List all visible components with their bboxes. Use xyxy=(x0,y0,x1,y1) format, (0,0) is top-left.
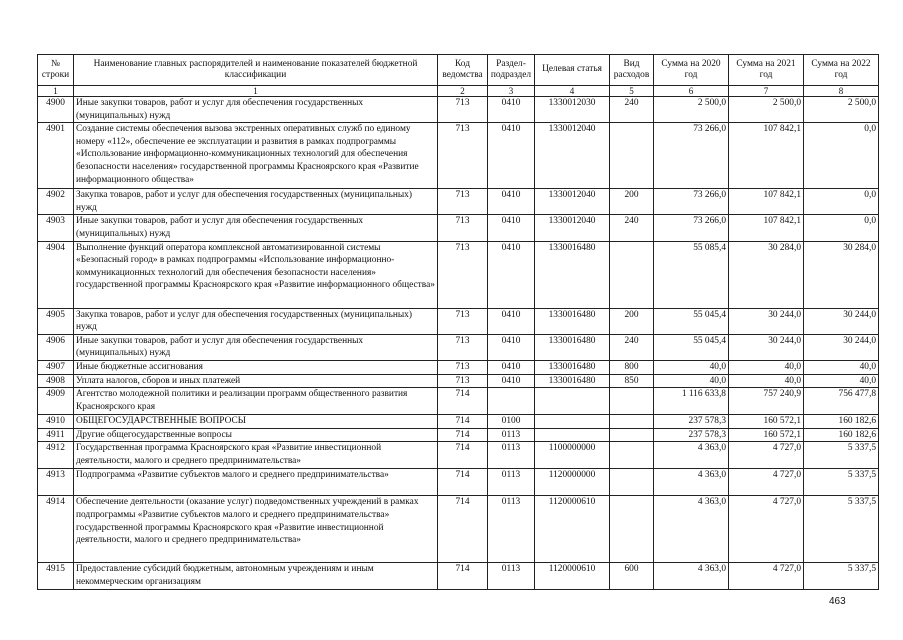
header-target-article: Целевая статья xyxy=(535,55,610,86)
table-row xyxy=(38,428,879,442)
header-sum-2022: Сумма на 2022 год xyxy=(804,55,879,86)
table-row xyxy=(38,360,879,374)
target-article-code: 1120000610 xyxy=(535,496,610,563)
column-number-row xyxy=(38,86,879,97)
department-code: 713 xyxy=(438,189,488,215)
section-code: 0113 xyxy=(488,442,535,469)
expense-type-code xyxy=(610,123,654,189)
table-row xyxy=(38,241,879,308)
section-code: 0113 xyxy=(488,563,535,589)
row-number: 4901 xyxy=(38,123,74,189)
column-number: 8 xyxy=(804,86,879,97)
sum-2021: 107 842,1 xyxy=(729,123,804,189)
row-name: Закупка товаров, работ и услуг для обеспечения государственных (муниципальных) нужд xyxy=(74,189,438,215)
sum-2022: 0,0 xyxy=(804,123,879,189)
page-number: 463 xyxy=(829,596,846,607)
target-article-code: 1330012040 xyxy=(535,215,610,241)
header-row xyxy=(38,55,879,86)
sum-2020: 73 266,0 xyxy=(654,189,729,215)
expense-type-code: 200 xyxy=(610,308,654,334)
sum-2022: 30 244,0 xyxy=(804,334,879,360)
section-code: 0410 xyxy=(488,374,535,388)
sum-2020: 73 266,0 xyxy=(654,215,729,241)
target-article-code: 1330016480 xyxy=(535,334,610,360)
sum-2020: 237 578,3 xyxy=(654,415,729,429)
sum-2021: 757 240,9 xyxy=(729,388,804,415)
sum-2021: 160 572,1 xyxy=(729,415,804,429)
column-number: 5 xyxy=(610,86,654,97)
budget-table-sheet xyxy=(37,54,879,590)
sum-2020: 55 045,4 xyxy=(654,334,729,360)
row-number: 4908 xyxy=(38,374,74,388)
sum-2021: 30 244,0 xyxy=(729,308,804,334)
sum-2021: 107 842,1 xyxy=(729,215,804,241)
row-number: 4909 xyxy=(38,388,74,415)
target-article-code: 1330012030 xyxy=(535,97,610,123)
header-department-code: Код ведомства xyxy=(438,55,488,86)
expense-type-code: 240 xyxy=(610,334,654,360)
row-name: ОБЩЕГОСУДАРСТВЕННЫЕ ВОПРОСЫ xyxy=(74,415,438,429)
target-article-code xyxy=(535,388,610,415)
section-code: 0113 xyxy=(488,469,535,496)
expense-type-code: 850 xyxy=(610,374,654,388)
expense-type-code: 600 xyxy=(610,563,654,589)
header-row-number: № строки xyxy=(38,55,74,86)
sum-2022: 160 182,6 xyxy=(804,415,879,429)
row-name: Подпрограмма «Развитие субъектов малого и среднего предпринимательства» xyxy=(74,469,438,496)
sum-2022: 5 337,5 xyxy=(804,563,879,589)
department-code: 713 xyxy=(438,308,488,334)
section-code: 0410 xyxy=(488,334,535,360)
department-code: 713 xyxy=(438,374,488,388)
sum-2021: 30 244,0 xyxy=(729,334,804,360)
department-code: 713 xyxy=(438,334,488,360)
column-number: 4 xyxy=(535,86,610,97)
table-row xyxy=(38,563,879,589)
row-name: Иные бюджетные ассигнования xyxy=(74,360,438,374)
target-article-code: 1330016480 xyxy=(535,241,610,308)
table-row xyxy=(38,215,879,241)
table-row xyxy=(38,189,879,215)
sum-2020: 4 363,0 xyxy=(654,469,729,496)
header-section: Раздел-подраздел xyxy=(488,55,535,86)
column-number: 1 xyxy=(38,86,74,97)
row-number: 4914 xyxy=(38,496,74,563)
sum-2022: 30 244,0 xyxy=(804,308,879,334)
department-code: 714 xyxy=(438,388,488,415)
department-code: 713 xyxy=(438,360,488,374)
department-code: 714 xyxy=(438,442,488,469)
sum-2021: 4 727,0 xyxy=(729,469,804,496)
sum-2020: 73 266,0 xyxy=(654,123,729,189)
sum-2022: 2 500,0 xyxy=(804,97,879,123)
expense-type-code: 200 xyxy=(610,189,654,215)
section-code: 0100 xyxy=(488,415,535,429)
row-number: 4910 xyxy=(38,415,74,429)
section-code: 0410 xyxy=(488,189,535,215)
department-code: 714 xyxy=(438,563,488,589)
target-article-code: 1100000000 xyxy=(535,442,610,469)
sum-2021: 107 842,1 xyxy=(729,189,804,215)
row-name: Другие общегосударственные вопросы xyxy=(74,428,438,442)
sum-2020: 1 116 633,8 xyxy=(654,388,729,415)
expense-type-code: 240 xyxy=(610,97,654,123)
row-name: Обеспечение деятельности (оказание услуг) подведомственных учреждений в рамках подпрограммы «Развитие субъектов малого и среднего предпринимательства» государственной программы Красноярского края «Развитие инвестиционной деятельности, малого и среднего предпринимательства» xyxy=(74,496,438,563)
row-number: 4913 xyxy=(38,469,74,496)
target-article-code: 1330012040 xyxy=(535,189,610,215)
sum-2021: 30 284,0 xyxy=(729,241,804,308)
sum-2020: 4 363,0 xyxy=(654,442,729,469)
section-code: 0113 xyxy=(488,428,535,442)
sum-2020: 55 085,4 xyxy=(654,241,729,308)
target-article-code: 1120000610 xyxy=(535,563,610,589)
expense-type-code: 800 xyxy=(610,360,654,374)
sum-2022: 5 337,5 xyxy=(804,469,879,496)
row-number: 4903 xyxy=(38,215,74,241)
row-name: Выполнение функций оператора комплексной автоматизированной системы «Безопасный город» в рамках подпрограммы «Использование информационно-коммуникационных технологий для обеспечения безопасности населения» государственной программы Красноярского края «Развитие информационного общества» xyxy=(74,241,438,308)
column-number: 2 xyxy=(438,86,488,97)
column-number: 7 xyxy=(729,86,804,97)
section-code: 0410 xyxy=(488,123,535,189)
section-code: 0113 xyxy=(488,496,535,563)
section-code: 0410 xyxy=(488,360,535,374)
target-article-code: 1330012040 xyxy=(535,123,610,189)
row-name: Предоставление субсидий бюджетным, автономным учреждениям и иным некоммерческим организациям xyxy=(74,563,438,589)
sum-2020: 4 363,0 xyxy=(654,496,729,563)
sum-2020: 237 578,3 xyxy=(654,428,729,442)
department-code: 713 xyxy=(438,241,488,308)
row-name: Создание системы обеспечения вызова экстренных оперативных служб по единому номеру «112», обеспечение ее эксплуатации и развития в рамках подпрограммы «Использование информационно-коммуникационных технологий для обеспечения безопасности населения» государственной программы Красноярского края «Развитие информационного общества» xyxy=(74,123,438,189)
row-name: Государственная программа Красноярского края «Развитие инвестиционной деятельности, малого и среднего предпринимательства» xyxy=(74,442,438,469)
target-article-code: 1120000000 xyxy=(535,469,610,496)
sum-2022: 5 337,5 xyxy=(804,442,879,469)
column-number: 1 xyxy=(74,86,438,97)
row-name: Иные закупки товаров, работ и услуг для обеспечения государственных (муниципальных) нужд xyxy=(74,334,438,360)
expense-type-code xyxy=(610,415,654,429)
department-code: 713 xyxy=(438,123,488,189)
sum-2022: 0,0 xyxy=(804,189,879,215)
section-code: 0410 xyxy=(488,97,535,123)
section-code: 0410 xyxy=(488,215,535,241)
row-number: 4912 xyxy=(38,442,74,469)
expense-type-code xyxy=(610,469,654,496)
expense-type-code xyxy=(610,241,654,308)
sum-2022: 40,0 xyxy=(804,360,879,374)
header-sum-2020: Сумма на 2020 год xyxy=(654,55,729,86)
table-row xyxy=(38,415,879,429)
sum-2022: 5 337,5 xyxy=(804,496,879,563)
expense-type-code xyxy=(610,496,654,563)
row-number: 4904 xyxy=(38,241,74,308)
expense-type-code: 240 xyxy=(610,215,654,241)
table-row xyxy=(38,308,879,334)
row-number: 4915 xyxy=(38,563,74,589)
sum-2020: 55 045,4 xyxy=(654,308,729,334)
sum-2022: 0,0 xyxy=(804,215,879,241)
sum-2020: 2 500,0 xyxy=(654,97,729,123)
section-code xyxy=(488,388,535,415)
header-name: Наименование главных распорядителей и наименование показателей бюджетной классификации xyxy=(74,55,438,86)
sum-2022: 30 284,0 xyxy=(804,241,879,308)
table-row xyxy=(38,123,879,189)
table-row xyxy=(38,496,879,563)
sum-2020: 40,0 xyxy=(654,374,729,388)
table-row xyxy=(38,442,879,469)
header-sum-2021: Сумма на 2021 год xyxy=(729,55,804,86)
row-number: 4911 xyxy=(38,428,74,442)
department-code: 713 xyxy=(438,97,488,123)
department-code: 714 xyxy=(438,415,488,429)
row-number: 4900 xyxy=(38,97,74,123)
row-number: 4905 xyxy=(38,308,74,334)
department-code: 714 xyxy=(438,428,488,442)
table-row xyxy=(38,334,879,360)
budget-table xyxy=(37,54,879,590)
target-article-code: 1330016480 xyxy=(535,374,610,388)
table-row xyxy=(38,374,879,388)
row-name: Уплата налогов, сборов и иных платежей xyxy=(74,374,438,388)
row-number: 4902 xyxy=(38,189,74,215)
sum-2020: 4 363,0 xyxy=(654,563,729,589)
table-row xyxy=(38,388,879,415)
row-number: 4906 xyxy=(38,334,74,360)
header-expense-type: Вид расходов xyxy=(610,55,654,86)
sum-2021: 2 500,0 xyxy=(729,97,804,123)
sum-2021: 4 727,0 xyxy=(729,496,804,563)
sum-2020: 40,0 xyxy=(654,360,729,374)
sum-2022: 160 182,6 xyxy=(804,428,879,442)
table-row xyxy=(38,469,879,496)
expense-type-code xyxy=(610,388,654,415)
department-code: 714 xyxy=(438,469,488,496)
section-code: 0410 xyxy=(488,308,535,334)
department-code: 714 xyxy=(438,496,488,563)
row-name: Агентство молодежной политики и реализации программ общественного развития Красноярского края xyxy=(74,388,438,415)
target-article-code: 1330016480 xyxy=(535,308,610,334)
sum-2021: 40,0 xyxy=(729,360,804,374)
expense-type-code xyxy=(610,442,654,469)
sum-2021: 4 727,0 xyxy=(729,442,804,469)
sum-2022: 40,0 xyxy=(804,374,879,388)
row-name: Закупка товаров, работ и услуг для обеспечения государственных (муниципальных) нужд xyxy=(74,308,438,334)
sum-2021: 40,0 xyxy=(729,374,804,388)
table-body xyxy=(38,97,879,590)
section-code: 0410 xyxy=(488,241,535,308)
column-number: 3 xyxy=(488,86,535,97)
column-number: 6 xyxy=(654,86,729,97)
sum-2021: 4 727,0 xyxy=(729,563,804,589)
row-name: Иные закупки товаров, работ и услуг для обеспечения государственных (муниципальных) нужд xyxy=(74,215,438,241)
row-name: Иные закупки товаров, работ и услуг для обеспечения государственных (муниципальных) нужд xyxy=(74,97,438,123)
table-row xyxy=(38,97,879,123)
target-article-code: 1330016480 xyxy=(535,360,610,374)
target-article-code xyxy=(535,428,610,442)
sum-2021: 160 572,1 xyxy=(729,428,804,442)
sum-2022: 756 477,8 xyxy=(804,388,879,415)
department-code: 713 xyxy=(438,215,488,241)
expense-type-code xyxy=(610,428,654,442)
target-article-code xyxy=(535,415,610,429)
row-number: 4907 xyxy=(38,360,74,374)
